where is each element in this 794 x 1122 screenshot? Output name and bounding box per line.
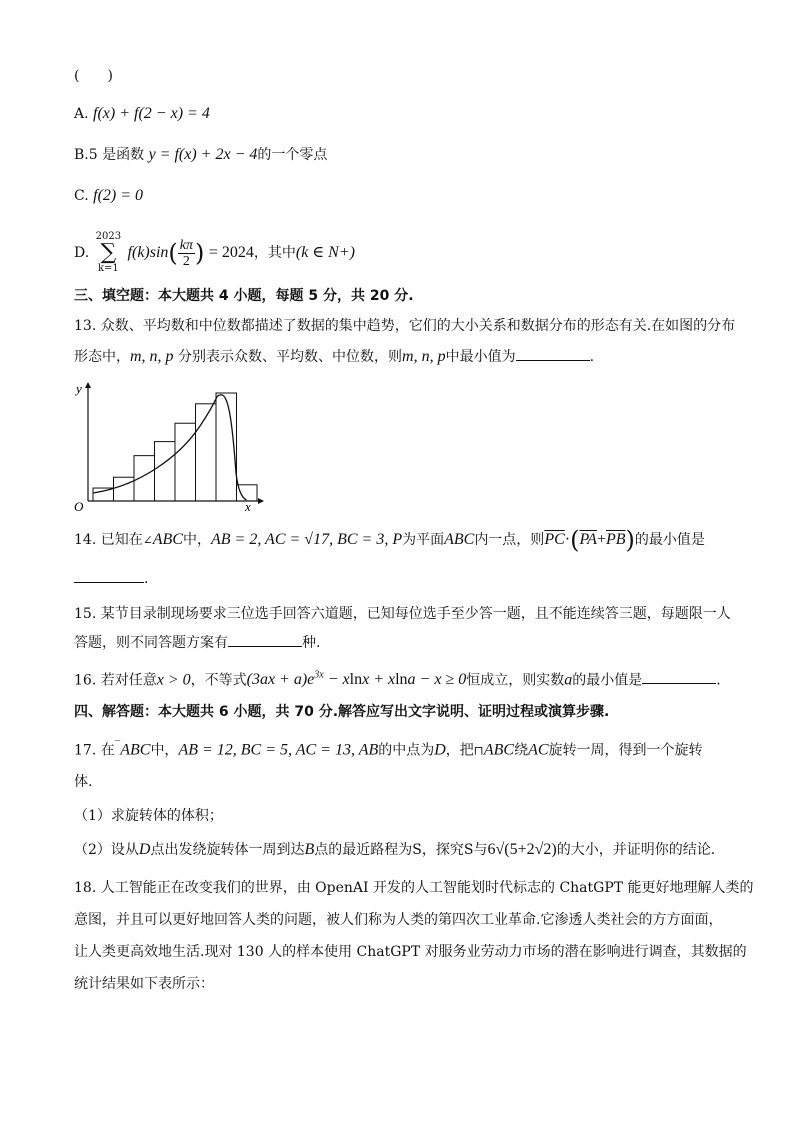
q18-line4: 统计结果如下表所示： <box>74 976 214 992</box>
option-d-expr: f(k)sin <box>127 244 169 261</box>
question-number: 13. <box>74 318 97 334</box>
point-b: B <box>304 841 315 858</box>
q13-text: 中最小值为 <box>445 349 516 365</box>
option-d-text: ，其中 <box>253 245 296 261</box>
origin-label: O <box>74 499 84 513</box>
y-axis-label: y <box>76 381 82 396</box>
q12-option-d: D. 2023 ∑ k=1 f(k)sin( $\frac{k\pi}{2}$ ) = 2024，其中(k ∈ N+) <box>74 231 355 274</box>
q14-end: . <box>144 571 149 587</box>
q17-tri: ABC <box>483 741 515 759</box>
x-axis-label: x <box>245 499 251 513</box>
option-c-expr: f(2) = 0 <box>93 187 144 204</box>
q13-text: 分别表示众数、平均数、中位数，则 <box>178 349 403 365</box>
q13-vars: m, n, p <box>130 348 174 365</box>
option-b-tail: 的一个零点 <box>257 147 328 163</box>
q17-sub2-text: （2）设从 <box>74 842 139 858</box>
section-3-heading: 三、填空题：本大题共 4 小题，每题 5 分，共 20 分. <box>74 288 414 304</box>
q17-text: 中， <box>150 742 179 759</box>
frac-den: 2 <box>182 253 190 269</box>
histogram-bar <box>114 477 135 501</box>
q16-text: 若对任意 <box>100 672 157 689</box>
q14-cond: AB = 2, AC = √17, BC = 3, P <box>211 531 403 548</box>
point-d: D <box>434 741 446 759</box>
option-b-text: 5 是函数 <box>88 147 145 163</box>
q17-sub1: （1）求旋转体的体积； <box>74 808 223 824</box>
q13-end: . <box>589 349 595 365</box>
histogram-bar <box>134 456 155 501</box>
q15-line1 <box>74 604 731 624</box>
q17-text: 在 <box>100 742 115 759</box>
answer-blank[interactable] <box>516 346 590 361</box>
q12-option-a <box>74 104 724 124</box>
fraction <box>178 238 195 269</box>
q12-option-c <box>74 186 724 206</box>
vector-pa: $\overline{PA}$ <box>579 531 597 548</box>
point-d: D <box>138 841 151 858</box>
q15-line2 <box>74 632 724 653</box>
q18-line1 <box>74 878 754 898</box>
q15-text: 答题，则不同答题方案有 <box>74 635 228 651</box>
q18-text: 人工智能正在改变我们的世界，由 OpenAI 开发的人工智能划时代标志的 ChatGPT 能更好地理解人类的 <box>100 880 754 896</box>
q13-text: 众数、平均数和中位数都描述了数据的集中趋势，它们的大小关系和数据分布的形态有关.在如图的分布 <box>100 318 736 334</box>
q12-paren: ( ) <box>74 68 113 84</box>
histogram-bar <box>196 404 217 501</box>
q17-tri: ABC <box>120 741 151 759</box>
question-number: 18. <box>74 880 97 896</box>
q17-cond: AB = 12, BC = 5, AC = 13, AB <box>178 741 379 759</box>
histogram-bar <box>175 423 196 501</box>
distribution-histogram <box>70 378 270 513</box>
question-number: 17. <box>74 742 97 759</box>
answer-blank[interactable] <box>642 669 716 684</box>
answer-blank[interactable] <box>228 632 302 647</box>
question-number: 16. <box>74 672 97 689</box>
option-label: D. <box>74 245 90 261</box>
q16-inequality: $(3ax + a)e^{3x} - xlnx + xlna - x \ge 0$ <box>246 670 467 689</box>
q16-var: a <box>564 671 573 689</box>
q18-line3: 让人类更高效地生活.现对 130 人的样本使用 ChatGPT 对服务业劳动力市场的潜在影响进行调查，其数据的 <box>74 944 747 960</box>
q17-text: 的中点为 <box>378 742 435 759</box>
sum-bottom: k=1 <box>97 263 119 274</box>
answer-blank[interactable] <box>74 568 144 583</box>
summation: 2023 ∑ k=1 <box>95 231 122 274</box>
question-number: 15. <box>74 606 97 622</box>
frac-num: kπ <box>179 237 194 253</box>
q12-option-b <box>74 145 724 165</box>
option-label: A. <box>74 106 89 122</box>
option-b-expr: y = f(x) + 2x − 4 <box>148 146 258 163</box>
q13-line2 <box>74 346 724 367</box>
y-axis-arrow <box>85 382 91 388</box>
q13-text: 形态中， <box>74 349 130 365</box>
q17-sub2-text: 的大小，并证明你的结论. <box>556 842 716 858</box>
q16-cond: x > 0 <box>156 671 191 689</box>
q14-text: 为平面 <box>402 532 445 548</box>
q16-line <box>74 666 724 690</box>
q17-text: ，把 <box>445 742 474 759</box>
option-label: C. <box>74 188 89 204</box>
section-4-heading: 四、解答题：本大题共 6 小题，共 70 分.解答应写出文字说明、证明过程或演算步骤. <box>74 704 610 720</box>
segment-ac: AC <box>528 741 549 759</box>
option-label: B. <box>74 147 89 163</box>
q14-tri: ABC <box>444 531 475 548</box>
distribution-curve <box>93 395 247 500</box>
histogram-bar <box>155 442 176 501</box>
q14-text: 内一点，则 <box>474 532 545 548</box>
q14-line2 <box>74 568 724 589</box>
q14-text: 的最小值是 <box>634 532 705 548</box>
q14-line1: 14. 已知在∠ABC中，AB = 2, AC = √17, BC = 3, P为平面ABC内一点，则$\overline{PC}\cdot(\overline{PA}+\overline{PB})$的最小值是 <box>74 526 705 554</box>
vector-pc: $\overline{PC}$ <box>544 531 565 548</box>
option-a-expr: f(x) + f(2 − x) = 4 <box>93 105 210 122</box>
radical-expression: 6√(5+2√2) <box>487 841 557 858</box>
q17-sub2-text: 点的最近路程为S，探究S与 <box>314 842 488 858</box>
question-number: 14. <box>74 532 97 548</box>
x-axis-arrow <box>258 498 264 504</box>
q16-text: 的最小值是 <box>572 672 643 689</box>
q17-line2: 体. <box>74 774 93 790</box>
q17-text: 绕 <box>514 742 529 759</box>
q16-text: ，不等式 <box>190 672 247 689</box>
q16-end: . <box>716 672 721 689</box>
q13-line1 <box>74 316 736 336</box>
q15-text: 某节目录制现场要求三位选手回答六道题，已知每位选手至少答一题，且不能连续答三题，每题限一人 <box>100 606 731 622</box>
option-d-value: = 2024 <box>208 244 254 261</box>
q14-text: 中， <box>183 532 211 548</box>
q17-sub2-text: 点出发绕旋转体一周到达 <box>150 842 305 858</box>
q17-sub2 <box>74 840 724 860</box>
q17-text: 旋转一周，得到一个旋转 <box>548 742 703 759</box>
q13-vars: m, n, p <box>402 348 446 365</box>
q14-text: 已知在 <box>100 532 143 548</box>
option-d-cond: (k ∈ N+) <box>295 244 355 261</box>
q14-tri: ABC <box>152 531 183 548</box>
sum-top: 2023 <box>95 231 122 242</box>
q16-text: 恒成立，则实数 <box>466 672 565 689</box>
q18-line2: 意图，并且可以更好地回答人类的问题，被人们称为人类的第四次工业革命.它渗透人类社会的方方面面， <box>74 912 723 928</box>
q15-unit: 种. <box>302 635 321 651</box>
q17-line1: 17. 在‾ABC中，AB = 12, BC = 5, AC = 13, AB的中点为D，把⊓ABC绕AC旋转一周，得到一个旋转 <box>74 739 703 759</box>
vector-pb: $\overline{PB}$ <box>605 531 626 548</box>
